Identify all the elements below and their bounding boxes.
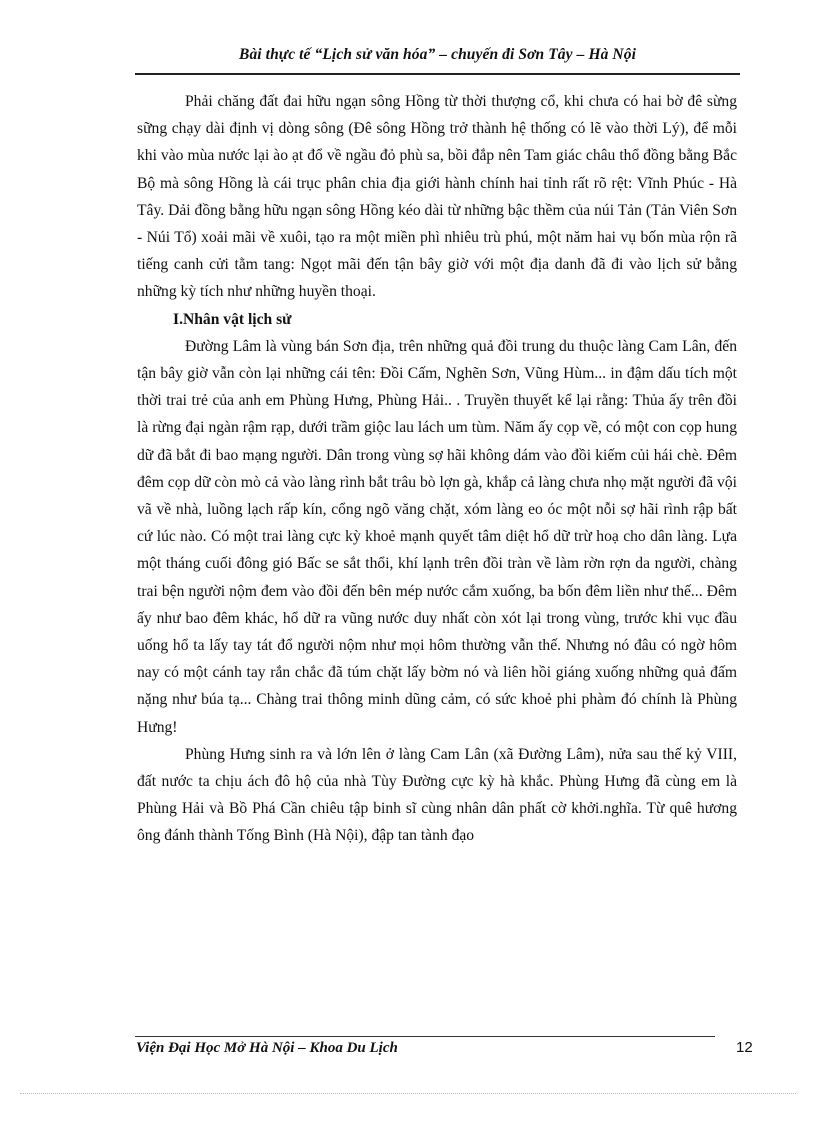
page-bottom-divider — [20, 1093, 796, 1094]
header-title: Bài thực tế “Lịch sử văn hóa” – chuyến đi Sơn Tây – Hà Nội — [239, 46, 636, 63]
paragraph-legend: Đường Lâm là vùng bán Sơn địa, trên những quả đồi trung du thuộc làng Cam Lân, đến tận bây giờ vẫn còn lại những cái tên: Đồi Cấm, Nghẽn Sơn, Vũng Hùm... in đậm dấu tích một thời trai trẻ của anh em Phùng Hưng, Phùng Hải.. . Truyền thuyết kể lại rằng: Thủa ấy trên đồi là rừng đại ngàn rậm rạp, dưới trầm giộc lau lách um tùm. Năm ấy cọp về, có một con cọp hung dữ đã bắt đi bao mạng người. Dân trong vùng sợ hãi không dám vào đồi kiếm củi hái chè. Đêm đêm cọp dữ còn mò cả vào làng rình bắt trâu bò lợn gà, khắp cả làng chưa nhọ mặt người đã vội vã về nhà, luồng lạch rấp kín, cổng ngõ văng chặt, xóm làng eo óc một nỗi sợ hãi rình rập bất cứ lúc nào. Có một trai làng cực kỳ khoẻ mạnh quyết tâm diệt hổ dữ trừ hoạ cho dân làng. Lựa một tháng cuối đông gió Bấc se sắt thổi, khí lạnh trên đồi tràn về làm rờn rợn da người, chàng trai bện người nộm đem vào đồi đến bên mép nước cắm xuống, ba bốn đêm liền như thế... Đêm ấy như bao đêm khác, hổ dữ ra vũng nước duy nhất còn xót lại trong vùng, trước khi vục đầu uống hổ ta lấy tay tát đổ người nộm như mọi hôm thường vẫn thế. Nhưng nó đâu có ngờ hôm nay có một cánh tay rắn chắc đã túm chặt lấy bờm nó và liên hồi giáng xuống những quả đấm nặng như búa tạ... Chàng trai thông minh dũng cảm, có sức khoẻ phi phàm đó chính là Phùng Hưng! — [137, 337, 737, 736]
footer-institution: Viện Đại Học Mở Hà Nội – Khoa Du Lịch — [136, 1040, 398, 1056]
paragraph-intro: Phải chăng đất đai hữu ngạn sông Hồng từ thời thượng cổ, khi chưa có hai bờ đê sừng sững chạy dài định vị dòng sông (Đê sông Hồng trở thành hệ thống có lẽ vào thời Lý), để mỗi khi vào mùa nước lại ào ạt đổ về ngầu đỏ phù sa, bồi đắp nên Tam giác châu thổ đồng bằng Bắc Bộ mà sông Hồng là cái trục phân chia địa giới hành chính hai tỉnh rất rõ rệt: Vĩnh Phúc - Hà Tây. Dải đồng bằng hữu ngạn sông Hồng kéo dài từ những bậc thềm của núi Tản (Tản Viên Sơn - Núi Tổ) xoải mãi về xuôi, tạo ra một miền phì nhiêu trù phú, một năm hai vụ bốn mùa rộn rã tiếng canh cửi tằm tang: Ngọt mãi đến tận bây giờ với một địa danh đã đi vào lịch sử bằng những kỳ tích như những huyền thoại. — [137, 93, 737, 301]
page-number: 12 — [736, 1039, 753, 1056]
header-divider — [135, 73, 740, 75]
footer-divider — [135, 1036, 715, 1037]
paragraph-phung-hung: Phùng Hưng sinh ra và lớn lên ở làng Cam Lân (xã Đường Lâm), nửa sau thế kỷ VIII, đất nước ta chịu ách đô hộ của nhà Tùy Đường cực kỳ hà khắc. Phùng Hưng đã cùng em là Phùng Hải và Bồ Phá Cần chiêu tập binh sĩ cùng nhân dân phất cờ khởi.nghĩa. Từ quê hương ông đánh thành Tống Bình (Hà Nội), đập tan tành đạo — [137, 745, 737, 845]
document-body — [137, 88, 737, 850]
section-heading: I.Nhân vật lịch sử — [173, 310, 292, 328]
